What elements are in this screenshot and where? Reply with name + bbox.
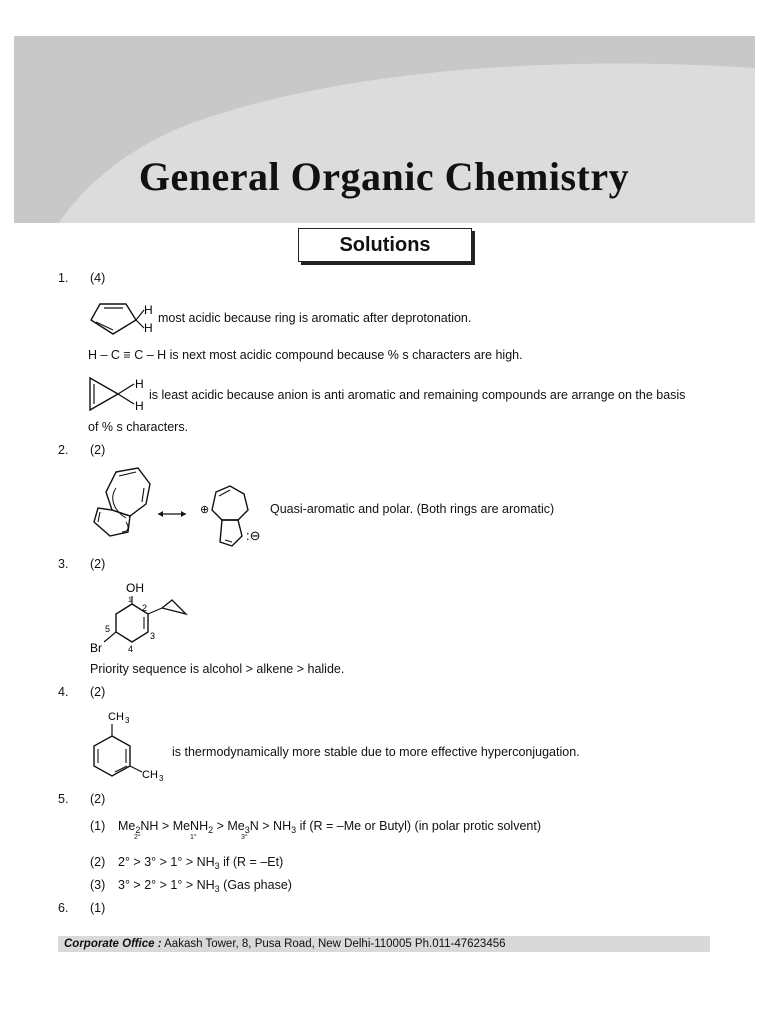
amine-basicity-order-gas: $3^\circ > 2^\circ > 1^\circ > NH_3$ (Gas phase) <box>118 878 292 894</box>
degree-marker: 2° <box>134 834 141 841</box>
question-number: 5. <box>58 792 69 806</box>
svg-text:3: 3 <box>125 716 130 725</box>
footer-address: Aakash Tower, 8, Pusa Road, New Delhi-110005 Ph.011-47623456 <box>164 938 506 950</box>
svg-text:Br: Br <box>90 641 102 655</box>
answer-choice: (2) <box>90 443 106 457</box>
m-xylene-structure <box>86 706 172 786</box>
svg-text:H: H <box>144 321 153 335</box>
degree-marker: 3° <box>241 834 248 841</box>
page-title: General Organic Chemistry <box>138 154 630 199</box>
svg-text:CH: CH <box>108 711 124 723</box>
footer-label: Corporate Office : <box>64 938 162 950</box>
svg-text:2: 2 <box>142 603 148 613</box>
sub-item-text: if (R = –Et) <box>223 855 284 869</box>
svg-text:4: 4 <box>128 644 134 654</box>
answer-choice: (2) <box>90 792 106 806</box>
svg-text::⊖: :⊖ <box>246 528 261 543</box>
cyclopentadiene-structure <box>86 298 158 338</box>
question-number: 1. <box>58 271 69 285</box>
answer-choice: (2) <box>90 685 106 699</box>
answer-text: is least acidic because anion is anti aromatic and remaining compounds are arrange on the basis <box>149 388 686 402</box>
svg-text:3: 3 <box>150 631 156 641</box>
svg-text:⊕: ⊕ <box>200 504 210 516</box>
question-number: 2. <box>58 443 69 457</box>
svg-text:1: 1 <box>128 597 132 604</box>
footer-bar <box>58 936 710 952</box>
cyclopropene-structure <box>86 374 152 414</box>
question-number: 3. <box>58 557 69 571</box>
svg-text:H: H <box>135 377 144 391</box>
sub-item-label: (2) <box>90 855 106 869</box>
amine-basicity-order-polar-protic: $Me_2NH$ > MeNH$_2$ > $Me_3N > NH_3$ if (R = –Me or Butyl) (in polar protic solvent) <box>118 819 541 835</box>
question-number: 4. <box>58 685 69 699</box>
answer-text: Quasi-aromatic and polar. (Both rings are aromatic) <box>270 502 555 516</box>
sub-item-text: (Gas phase) <box>223 878 292 892</box>
amine-basicity-order-ethyl: $2^\circ > 3^\circ > 1^\circ > NH_3$ if (R = –Et) <box>118 855 284 871</box>
cyclohexenol-structure <box>88 578 198 658</box>
azulene-resonance-structure <box>86 466 286 552</box>
answer-text: most acidic because ring is aromatic after deprotonation. <box>158 311 472 325</box>
section-title: Solutions <box>298 228 472 262</box>
question-number: 6. <box>58 901 69 915</box>
sub-item-label: (1) <box>90 819 106 833</box>
svg-text:H: H <box>135 399 144 413</box>
answer-choice: (2) <box>90 557 106 571</box>
degree-marker: 1° <box>190 834 197 841</box>
answer-choice: (1) <box>90 901 106 915</box>
answer-text: of % s characters. <box>88 420 189 434</box>
svg-text:CH: CH <box>142 769 158 781</box>
answer-text: is thermodynamically more stable due to more effective hyperconjugation. <box>172 745 580 759</box>
sub-item-label: (3) <box>90 878 106 892</box>
svg-text:5: 5 <box>105 624 111 634</box>
svg-text:H: H <box>144 303 153 317</box>
answer-text: Priority sequence is alcohol > alkene > halide. <box>90 662 345 676</box>
sub-item-text: if (R = –Me or Butyl) (in polar protic solvent) <box>299 819 541 833</box>
answer-text: H – C ≡ C – H is next most acidic compound because % s characters are high. <box>88 348 523 362</box>
answer-choice: (4) <box>90 271 106 285</box>
svg-text:OH: OH <box>126 581 144 595</box>
svg-text:3: 3 <box>159 774 164 783</box>
